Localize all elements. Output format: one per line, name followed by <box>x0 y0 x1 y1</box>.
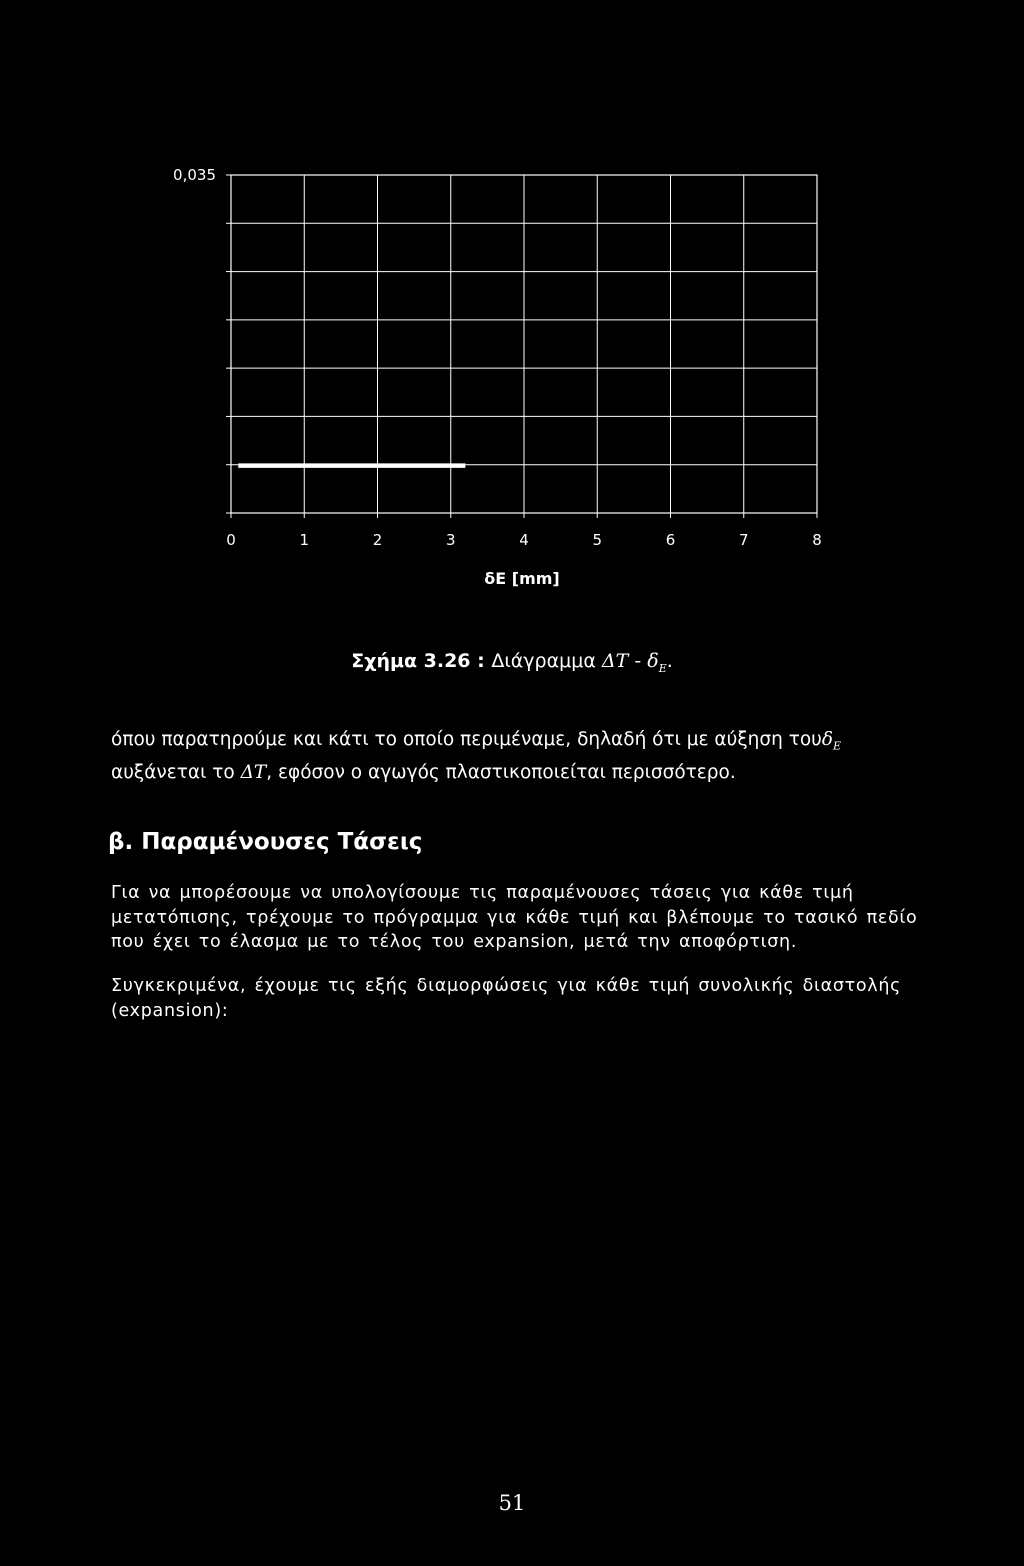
x-tick-label: 8 <box>812 531 822 549</box>
x-tick-label: 6 <box>665 531 676 549</box>
x-tick-label: 3 <box>445 531 456 549</box>
paragraph-observation <box>111 727 941 786</box>
x-tick-label: 0 <box>226 531 236 549</box>
para1-math-delta <box>821 729 842 753</box>
para1-text-2: αυξάνεται το <box>111 761 241 783</box>
para1-math-dt: ΔT <box>240 761 267 783</box>
chart <box>0 0 1024 600</box>
x-tick-label: 5 <box>592 531 603 549</box>
para1-delta-symbol: δ <box>821 729 833 750</box>
x-tick-labels <box>226 531 822 549</box>
para1-delta-subscript: E <box>833 739 842 753</box>
caption-separator: : <box>470 650 492 672</box>
x-axis-label: δE [mm] <box>484 569 560 588</box>
x-tick-label: 4 <box>519 531 529 549</box>
x-tick-label: 1 <box>299 531 310 549</box>
caption-text: Διάγραμμα <box>491 650 602 672</box>
para1-text-3: , εφόσον ο αγωγός πλαστικοποιείται περισσότερο. <box>266 761 736 783</box>
caption-math-dt: ΔT <box>601 650 629 672</box>
caption-end: . <box>666 650 673 672</box>
page-number: 51 <box>498 1491 526 1515</box>
x-tick-label: 7 <box>738 531 749 549</box>
caption-dash: - <box>628 650 648 672</box>
section-heading: β. Παραμένουσες Τάσεις <box>108 829 423 855</box>
caption-delta-subscript: E <box>658 661 667 675</box>
caption-math-delta <box>647 650 667 675</box>
paragraph-residual-stresses: Για να μπορέσουμε να υπολογίσουμε τις παραμένουσες τάσεις για κάθε τιμή μετατόπισης, τρέχουμε το πρόγραμμα για κάθε τιμή και βλέπουμε το τασικό πεδίο που έχει το έλασμα με το τέλος του expansion, μετά την αποφόρτιση. <box>111 883 918 952</box>
y-tick-label: 0,035 <box>173 166 216 184</box>
figure-number: Σχήμα 3.26 <box>351 650 471 672</box>
para1-text-1: όπου παρατηρούμε και κάτι το οποίο περιμέναμε, δηλαδή ότι με αύξηση του <box>111 729 822 750</box>
caption-delta-symbol: δ <box>647 650 659 672</box>
paragraph-configurations: Συγκεκριμένα, έχουμε τις εξής διαμορφώσεις για κάθε τιμή συνολικής διαστολής (expansion): <box>111 976 902 1021</box>
y-tick-labels <box>173 166 216 184</box>
x-tick-label: 2 <box>372 531 383 549</box>
figure-caption <box>0 650 1024 675</box>
